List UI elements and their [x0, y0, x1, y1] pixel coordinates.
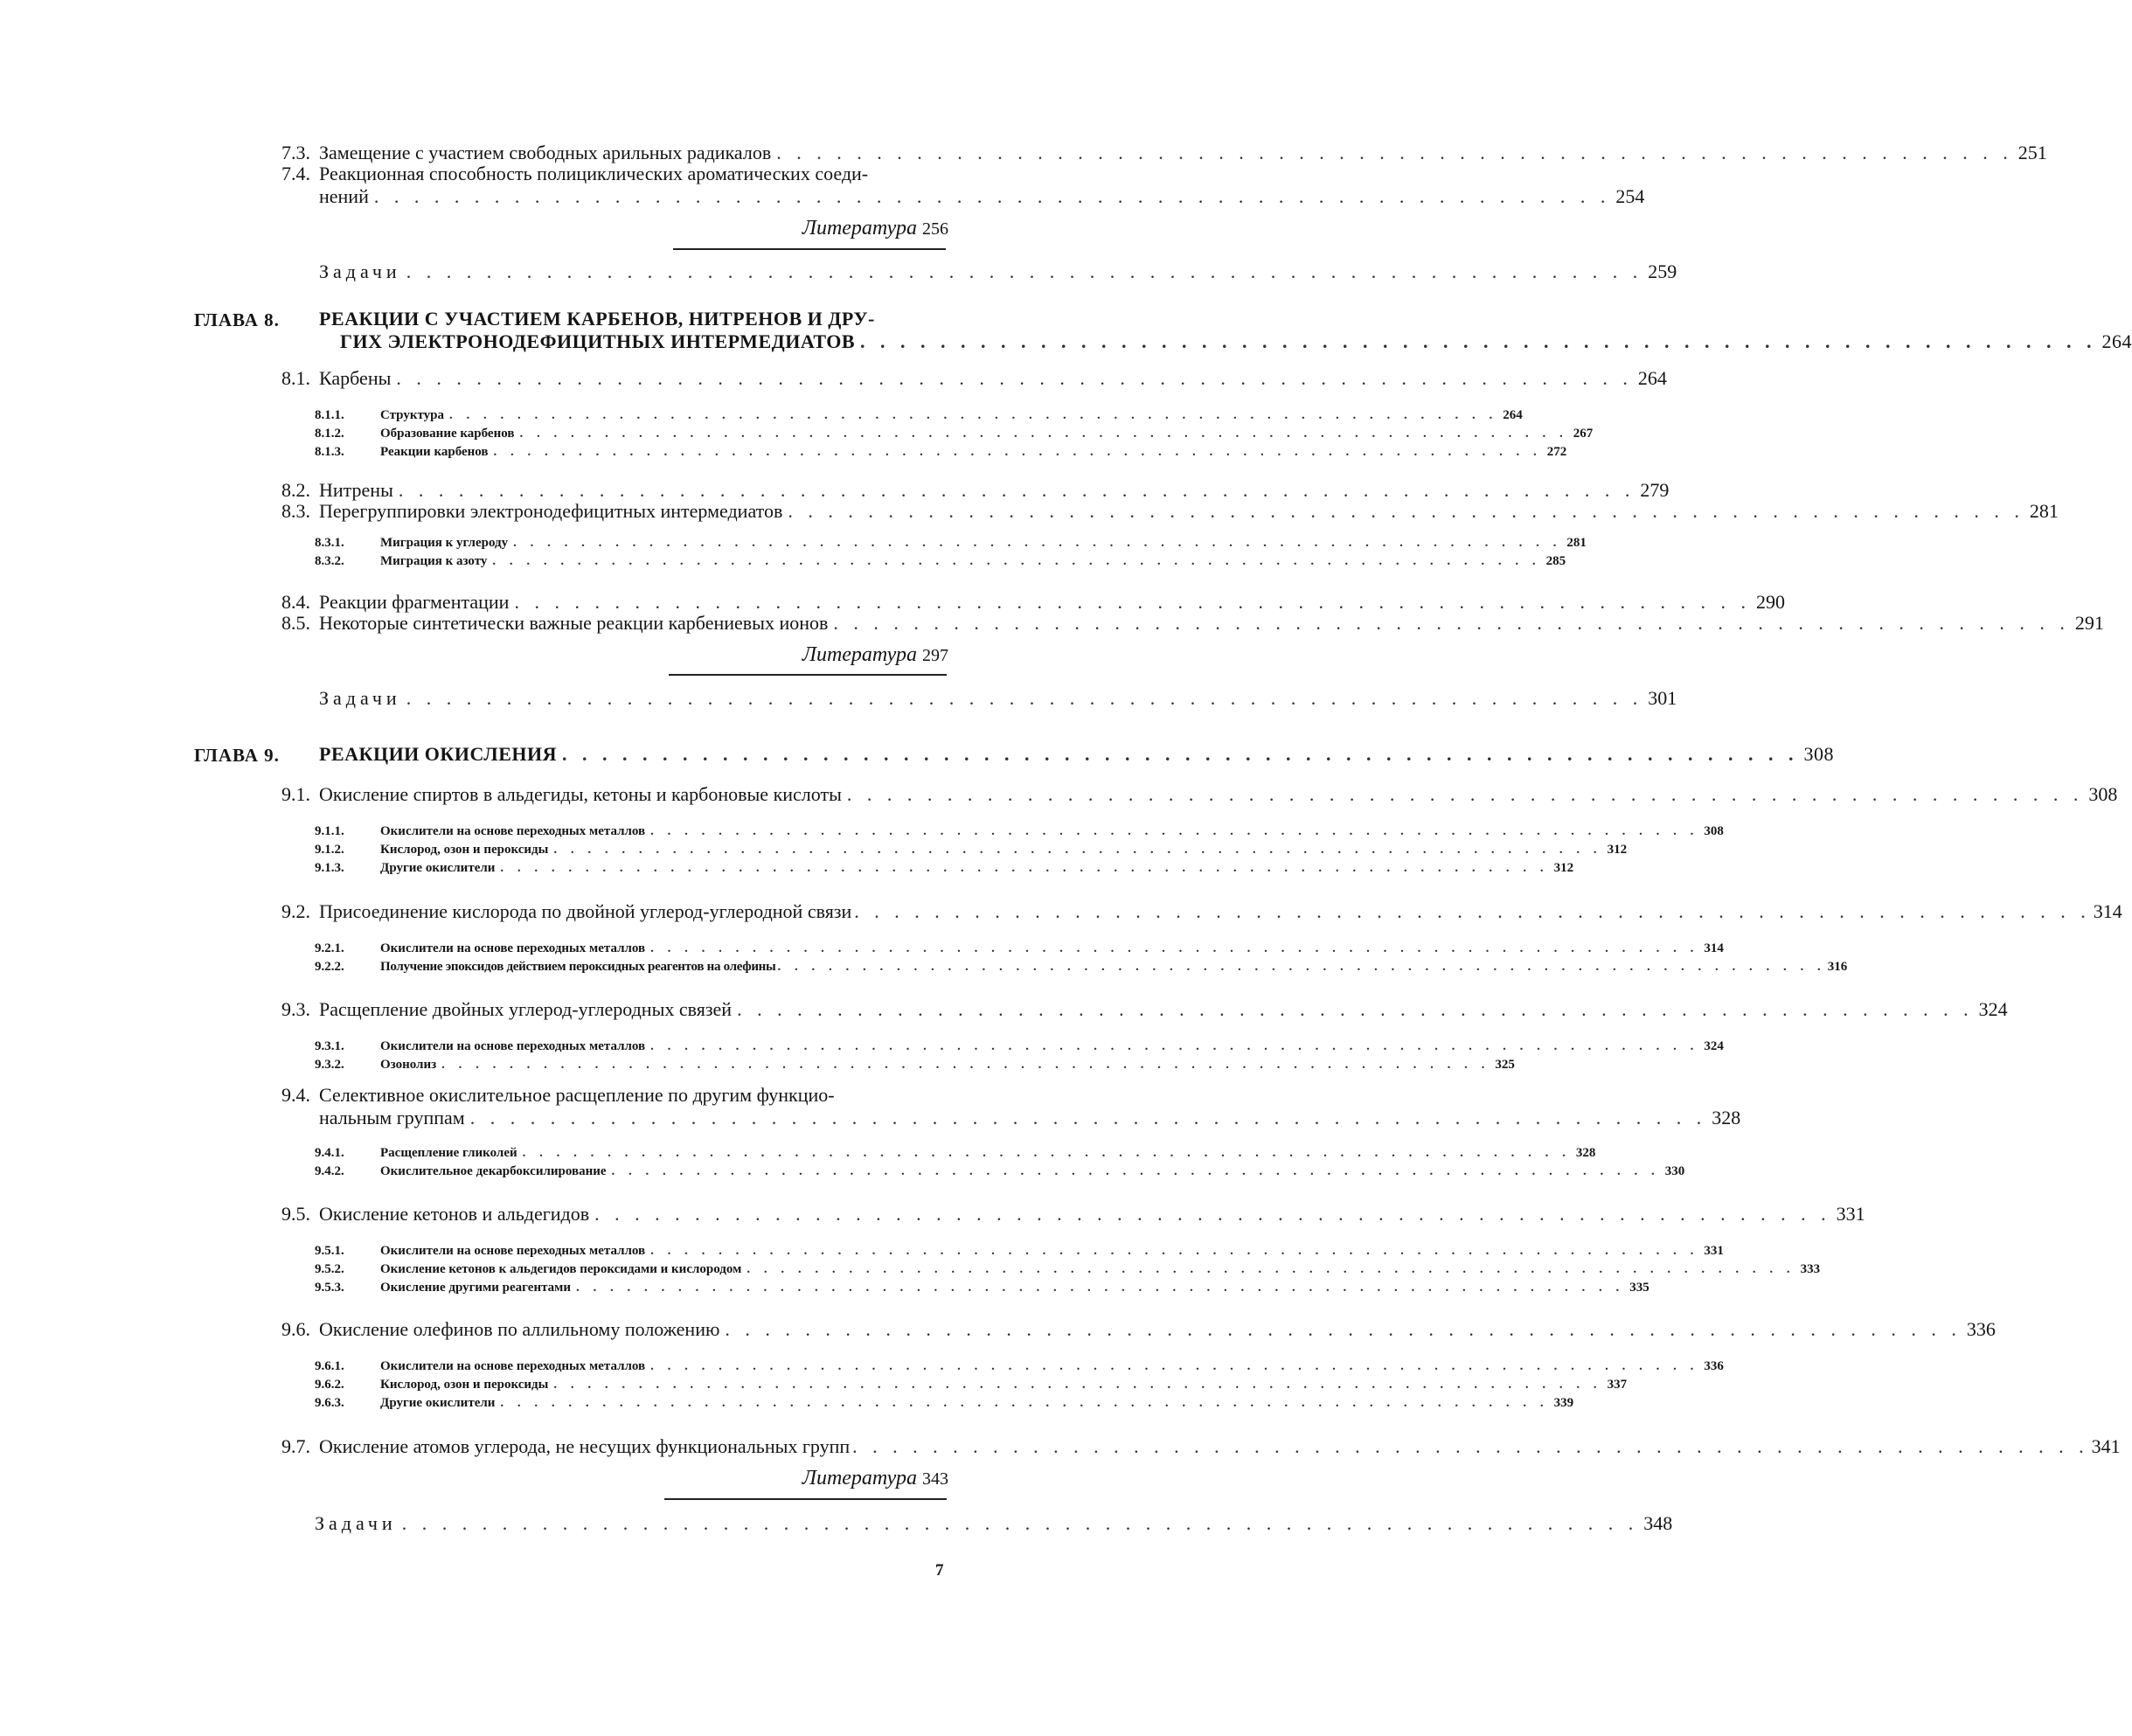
- entry-number: 9.3.: [281, 998, 310, 1020]
- entry-page: 330: [1664, 1164, 1685, 1178]
- chapter-label: ГЛАВА 9.: [194, 745, 280, 766]
- entry-number: 9.7.: [281, 1435, 310, 1457]
- entry-number: 8.3.: [281, 500, 310, 522]
- chapter-9-heading[interactable]: [319, 743, 1834, 766]
- chapter-label: ГЛАВА 8.: [194, 309, 280, 330]
- toc-entry-9-1[interactable]: [281, 783, 2118, 806]
- toc-entry-9-5[interactable]: [281, 1203, 1865, 1226]
- leader-dots: . . . . . . . . . . . . . . . . . . . . . . . . . . . . . . . . . . . . . . . . . . . . . . . . . . . . . . . . . . . . . .: [492, 554, 1541, 568]
- leader-dots: . . . . . . . . . . . . . . . . . . . . . . . . . . . . . . . . . . . . . . . . . . . . . . . . . . . . . . . . . . . . . .: [396, 367, 1633, 389]
- leader-dots: . . . . . . . . . . . . . . . . . . . . . . . . . . . . . . . . . . . . . . . . . . . . . . . . . . . . . . . . . . . . . .: [833, 612, 2070, 634]
- entry-page: 285: [1545, 554, 1566, 568]
- leader-dots: . . . . . . . . . . . . . . . . . . . . . . . . . . . . . . . . . . . . . . . . . . . . . . . . . . . . . . . . . . . . . .: [553, 1378, 1602, 1392]
- leader-dots: . . . . . . . . . . . . . . . . . . . . . . . . . . . . . . . . . . . . . . . . . . . . . . . . . . . . . . . . . . . . . .: [650, 1244, 1699, 1258]
- entry-title-line2: нальным группам: [319, 1107, 465, 1128]
- leader-dots: . . . . . . . . . . . . . . . . . . . . . . . . . . . . . . . . . . . . . . . . . . . . . . . . . . . . . . . . . . . . . .: [611, 1164, 1660, 1178]
- literature-rule: [673, 248, 946, 250]
- entry-number: 9.6.2.: [315, 1378, 344, 1392]
- leader-dots: . . . . . . . . . . . . . . . . . . . . . . . . . . . . . . . . . . . . . . . . . . . . . . . . . . . . . . . . . . . . . .: [725, 1318, 1962, 1340]
- entry-page: 339: [1553, 1396, 1574, 1410]
- toc-entry-8-3-1[interactable]: [315, 535, 1587, 551]
- entry-number: 9.1.1.: [315, 824, 344, 838]
- toc-entry-9-6-2[interactable]: [315, 1377, 1628, 1392]
- entry-title: Окисление олефинов по аллильному положению: [319, 1318, 720, 1340]
- entry-number: 9.2.2.: [315, 960, 344, 974]
- toc-entry-8-1-3[interactable]: [315, 444, 1567, 460]
- entry-page: 251: [2017, 142, 2047, 163]
- entry-page: 328: [1712, 1107, 1741, 1128]
- entry-title: Другие окислители: [380, 861, 496, 875]
- entry-title: Замещение с участием свободных арильных радикалов: [319, 142, 772, 163]
- entry-title: Окислители на основе переходных металлов: [380, 941, 646, 955]
- toc-entry-9-3[interactable]: [281, 998, 2008, 1021]
- entry-title: Окисление атомов углерода, не несущих функциональных групп: [319, 1435, 851, 1457]
- entry-number: 8.4.: [281, 591, 310, 613]
- leader-dots: . . . . . . . . . . . . . . . . . . . . . . . . . . . . . . . . . . . . . . . . . . . . . . . . . . . . . . . . . . . . . .: [398, 479, 1635, 501]
- chapter-page: 264: [2101, 330, 2132, 352]
- entry-title: Миграция к углероду: [380, 536, 509, 550]
- entry-page: 324: [1704, 1039, 1724, 1053]
- leader-dots: . . . . . . . . . . . . . . . . . . . . . . . . . . . . . . . . . . . . . . . . . . . . . . . . . . . . . . . . . . . . . .: [650, 1039, 1699, 1053]
- toc-entry-9-7[interactable]: [281, 1435, 2121, 1458]
- chapter-title-line2: ГИХ ЭЛЕКТРОНОДЕФИЦИТНЫХ ИНТЕРМЕДИАТОВ: [340, 330, 855, 352]
- entry-number: 8.1.2.: [315, 427, 344, 441]
- toc-entry-9-6-3[interactable]: [315, 1395, 1574, 1411]
- leader-dots: . . . . . . . . . . . . . . . . . . . . . . . . . . . . . . . . . . . . . . . . . . . . . . . . . . . . . . . . . . . . . .: [594, 1203, 1831, 1225]
- toc-entry-9-4-1[interactable]: [315, 1145, 1596, 1161]
- entry-page: 325: [1495, 1058, 1515, 1072]
- entry-number: 9.6.: [281, 1318, 310, 1340]
- leader-dots: . . . . . . . . . . . . . . . . . . . . . . . . . . . . . . . . . . . . . . . . . . . . . . . . . . . . . . . . . . . . . .: [576, 1281, 1625, 1295]
- toc-entry-8-1[interactable]: [281, 367, 1667, 390]
- leader-dots: . . . . . . . . . . . . . . . . . . . . . . . . . . . . . . . . . . . . . . . . . . . . . . . . . . . . . . . . . . . . . .: [561, 743, 1799, 765]
- entry-page: 314: [1704, 941, 1724, 955]
- toc-entry-7-3[interactable]: [281, 142, 2047, 164]
- leader-dots: . . . . . . . . . . . . . . . . . . . . . . . . . . . . . . . . . . . . . . . . . . . . . . . . . . . . . . . . . . . . . .: [514, 591, 1751, 613]
- entry-page: 254: [1615, 185, 1645, 207]
- leader-dots: . . . . . . . . . . . . . . . . . . . . . . . . . . . . . . . . . . . . . . . . . . . . . . . . . . . . . . . . . . . . . .: [854, 900, 2091, 922]
- entry-title: Кислород, озон и пероксиды: [380, 843, 549, 857]
- entry-number: 8.5.: [281, 612, 310, 634]
- toc-entry-9-1-1[interactable]: [315, 823, 1724, 839]
- leader-dots: . . . . . . . . . . . . . . . . . . . . . . . . . . . . . . . . . . . . . . . . . . . . . . . . . . . . . . . . . . . . . .: [469, 1107, 1707, 1128]
- toc-entry-9-3-2[interactable]: [315, 1057, 1515, 1073]
- entry-title: Окислители на основе переходных металлов: [380, 1359, 646, 1373]
- leader-dots: . . . . . . . . . . . . . . . . . . . . . . . . . . . . . . . . . . . . . . . . . . . . . . . . . . . . . . . . . . . . . .: [777, 960, 1826, 974]
- literature-label: Литература: [802, 217, 917, 240]
- toc-entry-9-5-2[interactable]: [315, 1261, 1821, 1277]
- toc-entry-9-6-1[interactable]: [315, 1358, 1724, 1374]
- entry-number: 7.3.: [281, 142, 310, 163]
- toc-entry-8-3-2[interactable]: [315, 553, 1566, 569]
- entry-title: Окисление кетонов и альдегидов: [319, 1203, 590, 1225]
- literature-rule: [669, 674, 947, 676]
- entry-page: 348: [1643, 1512, 1673, 1534]
- entry-page: 335: [1629, 1281, 1649, 1295]
- entry-number: 9.1.2.: [315, 843, 344, 857]
- entry-title: Структура: [380, 408, 444, 422]
- entry-title: Миграция к азоту: [380, 554, 488, 568]
- leader-dots: . . . . . . . . . . . . . . . . . . . . . . . . . . . . . . . . . . . . . . . . . . . . . . . . . . . . . . . . . . . . . .: [406, 687, 1643, 709]
- entry-title: Окислители на основе переходных металлов: [380, 1039, 646, 1053]
- entry-page: 312: [1553, 861, 1574, 875]
- entry-title: Расщепление двойных углерод-углеродных связей: [319, 998, 733, 1020]
- entry-page: 337: [1607, 1378, 1628, 1392]
- leader-dots: . . . . . . . . . . . . . . . . . . . . . . . . . . . . . . . . . . . . . . . . . . . . . . . . . . . . . . . . . . . . . .: [500, 1396, 1549, 1410]
- entry-page: 281: [1566, 536, 1587, 550]
- tasks-label: Задачи: [319, 687, 401, 709]
- tasks-ch9[interactable]: [315, 1512, 1673, 1535]
- entry-number: 9.5.1.: [315, 1244, 344, 1258]
- toc-entry-7-4[interactable]: [281, 163, 1645, 208]
- leader-dots: . . . . . . . . . . . . . . . . . . . . . . . . . . . . . . . . . . . . . . . . . . . . . . . . . . . . . . . . . . . . . .: [500, 861, 1549, 875]
- entry-page: 324: [1978, 998, 2008, 1020]
- entry-page: 333: [1800, 1262, 1821, 1276]
- entry-number: 9.5.: [281, 1203, 310, 1225]
- tasks-ch7[interactable]: [319, 260, 1677, 283]
- page-number: 7: [935, 1561, 944, 1580]
- leader-dots: . . . . . . . . . . . . . . . . . . . . . . . . . . . . . . . . . . . . . . . . . . . . . . . . . . . . . . . . . . . . . .: [449, 408, 1498, 422]
- entry-page: 281: [2029, 500, 2059, 522]
- toc-entry-9-2-1[interactable]: [315, 941, 1724, 956]
- entry-page: 328: [1575, 1146, 1596, 1160]
- entry-number: 9.5.2.: [315, 1262, 344, 1276]
- toc-entry-9-4[interactable]: [281, 1084, 1741, 1129]
- entry-page: 314: [2093, 900, 2122, 922]
- entry-number: 9.1.3.: [315, 861, 344, 875]
- entry-title: Окислители на основе переходных металлов: [380, 824, 646, 838]
- entry-page: 331: [1836, 1203, 1865, 1225]
- leader-dots: . . . . . . . . . . . . . . . . . . . . . . . . . . . . . . . . . . . . . . . . . . . . . . . . . . . . . . . . . . . . . .: [441, 1058, 1490, 1072]
- entry-page: 331: [1704, 1244, 1724, 1258]
- literature-page: 297: [922, 646, 948, 665]
- leader-dots: . . . . . . . . . . . . . . . . . . . . . . . . . . . . . . . . . . . . . . . . . . . . . . . . . . . . . . . . . . . . . .: [776, 142, 2013, 163]
- entry-title: Окисление другими реагентами: [380, 1281, 571, 1295]
- entry-title: Получение эпоксидов действием пероксидных реагентов на олефины: [380, 960, 776, 974]
- toc-entry-9-5-1[interactable]: [315, 1243, 1724, 1259]
- entry-number: 8.3.1.: [315, 536, 344, 550]
- entry-number: 9.4.2.: [315, 1164, 344, 1178]
- entry-title: Озонолиз: [380, 1058, 437, 1072]
- entry-title: Окисление спиртов в альдегиды, кетоны и карбоновые кислоты: [319, 783, 842, 805]
- entry-title: Расщепление гликолей: [380, 1146, 517, 1160]
- entry-number: 7.4.: [281, 163, 310, 184]
- literature-page: 343: [922, 1469, 948, 1489]
- entry-title-line2: нений: [319, 185, 369, 207]
- toc-entry-9-3-1[interactable]: [315, 1038, 1724, 1054]
- toc-entry-8-1-2[interactable]: [315, 426, 1594, 441]
- entry-page: 291: [2074, 612, 2104, 634]
- entry-title: Реакции фрагментации: [319, 591, 510, 613]
- leader-dots: . . . . . . . . . . . . . . . . . . . . . . . . . . . . . . . . . . . . . . . . . . . . . . . . . . . . . . . . . . . . . .: [493, 445, 1542, 459]
- literature-rule: [664, 1498, 947, 1500]
- entry-title: Реакции карбенов: [380, 445, 489, 459]
- entry-page: 267: [1573, 427, 1594, 441]
- leader-dots: . . . . . . . . . . . . . . . . . . . . . . . . . . . . . . . . . . . . . . . . . . . . . . . . . . . . . . . . . . . . . .: [373, 185, 1611, 207]
- entry-title: Кислород, озон и пероксиды: [380, 1378, 549, 1392]
- toc-entry-9-1-3[interactable]: [315, 860, 1574, 876]
- toc-entry-9-2-2[interactable]: [315, 959, 1848, 975]
- entry-title: Окислители на основе переходных металлов: [380, 1244, 646, 1258]
- leader-dots: . . . . . . . . . . . . . . . . . . . . . . . . . . . . . . . . . . . . . . . . . . . . . . . . . . . . . . . . . . . . . .: [519, 427, 1568, 441]
- entry-number: 9.4.: [281, 1084, 310, 1106]
- entry-number: 8.1.: [281, 367, 310, 389]
- literature-ch7[interactable]: [802, 217, 948, 240]
- toc-entry-9-1-2[interactable]: [315, 842, 1628, 858]
- entry-title: Образование карбенов: [380, 427, 515, 441]
- leader-dots: . . . . . . . . . . . . . . . . . . . . . . . . . . . . . . . . . . . . . . . . . . . . . . . . . . . . . . . . . . . . . .: [650, 1359, 1699, 1373]
- tasks-ch8[interactable]: [319, 687, 1677, 710]
- entry-title-line1: Селективное окислительное расщепление по другим функцио-: [319, 1084, 835, 1106]
- entry-number: 8.3.2.: [315, 554, 344, 568]
- entry-page: 341: [2091, 1435, 2121, 1457]
- leader-dots: . . . . . . . . . . . . . . . . . . . . . . . . . . . . . . . . . . . . . . . . . . . . . . . . . . . . . . . . . . . . . .: [852, 1435, 2089, 1457]
- entry-number: 8.2.: [281, 479, 310, 501]
- literature-ch9[interactable]: [802, 1467, 948, 1490]
- chapter-page: 308: [1803, 743, 1834, 765]
- chapter-8-heading[interactable]: [319, 308, 2132, 353]
- toc-entry-8-1-1[interactable]: [315, 407, 1523, 423]
- entry-page: 336: [1704, 1359, 1724, 1373]
- entry-number: 9.4.1.: [315, 1146, 344, 1160]
- entry-title: Окисление кетонов к альдегидов пероксидами и кислородом: [380, 1262, 742, 1276]
- leader-dots: . . . . . . . . . . . . . . . . . . . . . . . . . . . . . . . . . . . . . . . . . . . . . . . . . . . . . . . . . . . . . .: [553, 843, 1602, 857]
- toc-entry-9-6[interactable]: [281, 1318, 1996, 1341]
- leader-dots: . . . . . . . . . . . . . . . . . . . . . . . . . . . . . . . . . . . . . . . . . . . . . . . . . . . . . . . . . . . . . .: [513, 536, 1562, 550]
- entry-title: Некоторые синтетически важные реакции карбениевых ионов: [319, 612, 829, 634]
- entry-page: 301: [1648, 687, 1677, 709]
- toc-entry-8-2[interactable]: [281, 479, 1670, 502]
- entry-title: Другие окислители: [380, 1396, 496, 1410]
- leader-dots: . . . . . . . . . . . . . . . . . . . . . . . . . . . . . . . . . . . . . . . . . . . . . . . . . . . . . . . . . . . . . .: [406, 260, 1643, 282]
- leader-dots: . . . . . . . . . . . . . . . . . . . . . . . . . . . . . . . . . . . . . . . . . . . . . . . . . . . . . . . . . . . . . .: [860, 330, 2097, 352]
- chapter-title: РЕАКЦИИ ОКИСЛЕНИЯ: [319, 743, 557, 765]
- toc-entry-8-4[interactable]: [281, 591, 1785, 614]
- toc-entry-9-4-2[interactable]: [315, 1163, 1685, 1179]
- leader-dots: . . . . . . . . . . . . . . . . . . . . . . . . . . . . . . . . . . . . . . . . . . . . . . . . . . . . . . . . . . . . . .: [846, 783, 2084, 805]
- leader-dots: . . . . . . . . . . . . . . . . . . . . . . . . . . . . . . . . . . . . . . . . . . . . . . . . . . . . . . . . . . . . . .: [788, 500, 2024, 522]
- entry-title: Нитрены: [319, 479, 393, 501]
- entry-page: 316: [1827, 960, 1848, 974]
- entry-title: Карбены: [319, 367, 392, 389]
- entry-page: 312: [1607, 843, 1628, 857]
- entry-number: 8.1.1.: [315, 408, 344, 422]
- entry-number: 9.6.3.: [315, 1396, 344, 1410]
- entry-title: Окислительное декарбоксилирование: [380, 1164, 607, 1178]
- entry-number: 9.2.: [281, 900, 310, 922]
- entry-title: Присоединение кислорода по двойной углерод-углеродной связи: [319, 900, 852, 922]
- leader-dots: . . . . . . . . . . . . . . . . . . . . . . . . . . . . . . . . . . . . . . . . . . . . . . . . . . . . . . . . . . . . . .: [650, 941, 1699, 955]
- entry-page: 259: [1648, 260, 1677, 282]
- literature-label: Литература: [802, 643, 917, 666]
- leader-dots: . . . . . . . . . . . . . . . . . . . . . . . . . . . . . . . . . . . . . . . . . . . . . . . . . . . . . . . . . . . . . .: [401, 1512, 1639, 1534]
- leader-dots: . . . . . . . . . . . . . . . . . . . . . . . . . . . . . . . . . . . . . . . . . . . . . . . . . . . . . . . . . . . . . .: [747, 1262, 1795, 1276]
- entry-number: 9.6.1.: [315, 1359, 344, 1373]
- leader-dots: . . . . . . . . . . . . . . . . . . . . . . . . . . . . . . . . . . . . . . . . . . . . . . . . . . . . . . . . . . . . . .: [650, 824, 1699, 838]
- toc-entry-8-3[interactable]: [281, 500, 2059, 523]
- entry-title: Перегруппировки электронодефицитных интермедиатов: [319, 500, 783, 522]
- entry-number: 9.1.: [281, 783, 310, 805]
- entry-number: 9.3.1.: [315, 1039, 344, 1053]
- entry-number: 9.3.2.: [315, 1058, 344, 1072]
- literature-label: Литература: [802, 1467, 917, 1489]
- entry-title-line1: Реакционная способность полициклических ароматических соеди-: [319, 163, 869, 184]
- entry-page: 264: [1503, 408, 1523, 422]
- entry-page: 264: [1637, 367, 1667, 389]
- toc-entry-8-5[interactable]: [281, 612, 2104, 635]
- entry-number: 9.5.3.: [315, 1281, 344, 1295]
- leader-dots: . . . . . . . . . . . . . . . . . . . . . . . . . . . . . . . . . . . . . . . . . . . . . . . . . . . . . . . . . . . . . .: [522, 1146, 1571, 1160]
- entry-page: 279: [1640, 479, 1670, 501]
- entry-page: 290: [1755, 591, 1785, 613]
- toc-entry-9-2[interactable]: [281, 900, 2122, 923]
- literature-ch8[interactable]: [802, 643, 948, 667]
- leader-dots: . . . . . . . . . . . . . . . . . . . . . . . . . . . . . . . . . . . . . . . . . . . . . . . . . . . . . . . . . . . . . .: [737, 998, 1974, 1020]
- tasks-label: Задачи: [315, 1512, 397, 1534]
- entry-page: 336: [1966, 1318, 1996, 1340]
- entry-page: 272: [1546, 445, 1567, 459]
- entry-number: 9.2.1.: [315, 941, 344, 955]
- chapter-title-line1: РЕАКЦИИ С УЧАСТИЕМ КАРБЕНОВ, НИТРЕНОВ И ДРУ-: [319, 308, 875, 330]
- entry-page: 308: [1704, 824, 1724, 838]
- entry-page: 308: [2088, 783, 2118, 805]
- toc-entry-9-5-3[interactable]: [315, 1280, 1649, 1295]
- literature-page: 256: [922, 219, 948, 239]
- entry-number: 8.1.3.: [315, 445, 344, 459]
- tasks-label: Задачи: [319, 260, 401, 282]
